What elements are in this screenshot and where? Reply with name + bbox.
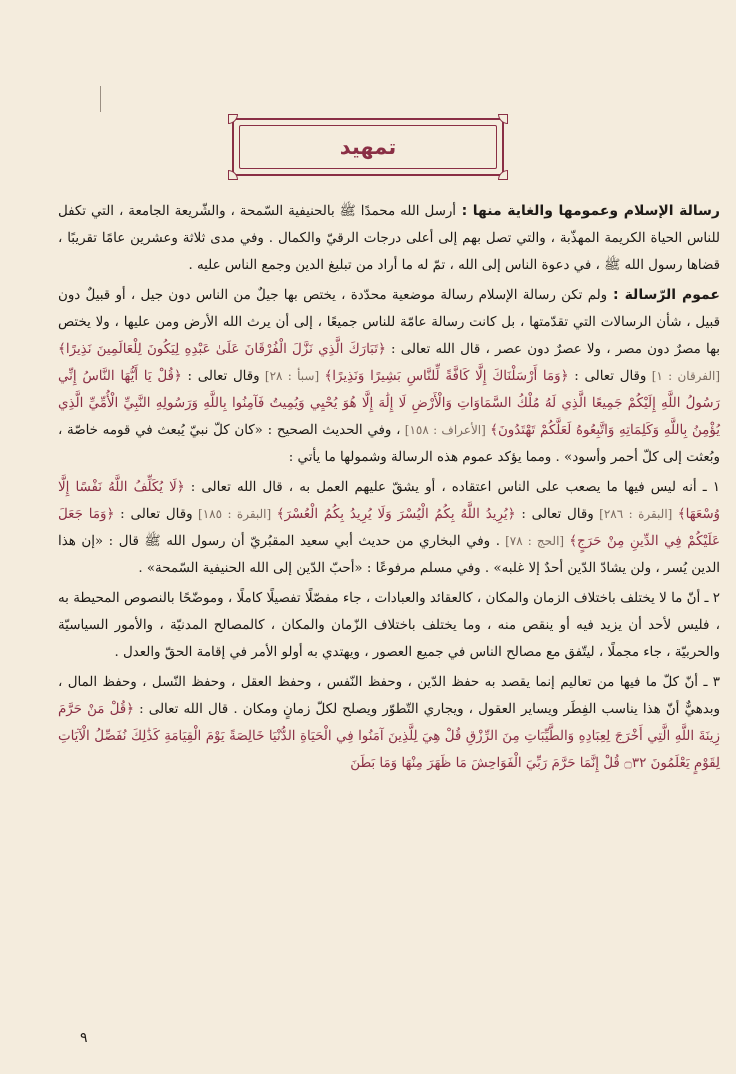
quran-verse: ﴿قُلْ يَا أَيُّهَا النَّاسُ إِنِّي رَسُولُ اللَّهِ إِلَيْكُمْ جَمِيعًا الَّذِي لَهُ مُلْكُ السَّمَاوَاتِ وَالْأَرْضِ لَا إِلَٰهَ إِلَّا هُوَ يُحْيِي وَيُمِيتُ فَآمِنُوا بِاللَّهِ وَرَسُولِهِ النَّبِيِّ الْأُمِّيِّ الَّذِي يُؤْمِنُ بِاللَّهِ وَكَلِمَاتِهِ وَاتَّبِعُوهُ لَعَلَّكُمْ تَهْتَدُونَ﴾: [58, 369, 721, 438]
paragraph: [58, 669, 720, 777]
paragraph: [58, 198, 720, 279]
page-title: تمهيد: [339, 135, 397, 159]
text-run: وقال تعالى :: [114, 507, 193, 522]
quran-verse: ﴿قُلْ مَنْ حَرَّمَ زِينَةَ اللَّهِ الَّتِي أَخْرَجَ لِعِبَادِهِ وَالطَّيِّبَاتِ مِنَ الرِّزْقِ قُلْ هِيَ لِلَّذِينَ آمَنُوا فِي الْحَيَاةِ الدُّنْيَا خَالِصَةً يَوْمَ الْقِيَامَةِ كَذَٰلِكَ نُفَصِّلُ الْآيَاتِ لِقَوْمٍ يَعْلَمُونَ ۝٣٢ قُلْ إِنَّمَا حَرَّمَ رَبِّيَ الْفَوَاحِشَ مَا ظَهَرَ مِنْهَا وَمَا بَطَنَ: [58, 702, 720, 771]
text-run: وقال تعالى :: [181, 369, 260, 384]
quran-verse: ﴿تَبَارَكَ الَّذِي نَزَّلَ الْفُرْقَانَ عَلَىٰ عَبْدِهِ لِيَكُونَ لِلْعَالَمِينَ نَذِيرًا﴾: [58, 342, 386, 357]
text-run: . وفي البخاري من حديث أبي سعيد المقبُريّ أن رسول الله ﷺ قال : «إن هذا الدين يُسر ، ولن يشادّ الدّين أحدٌ إلا غلبه» . وفي مسلم مرفوعًا : «أحبّ الدّين إلى الله الحنيفية السّمحة» .: [58, 534, 720, 576]
paragraph: [58, 585, 720, 666]
quran-verse: ﴿يُرِيدُ اللَّهُ بِكُمُ الْيُسْرَ وَلَا يُرِيدُ بِكُمُ الْعُسْرَ﴾: [276, 507, 516, 522]
text-run: وقال تعالى :: [568, 369, 647, 384]
section-heading: رسالة الإسلام وعمومها والغاية منها :: [456, 203, 720, 219]
text-run: ١ ـ أنه ليس فيها ما يصعب على الناس اعتقاده ، أو يشقّ عليهم العمل به ، قال الله تعالى :: [184, 480, 720, 495]
verse-reference: [البقرة : ١٨٥]: [192, 507, 277, 521]
quran-verse: ﴿وَمَا أَرْسَلْنَاكَ إِلَّا كَافَّةً لِّلنَّاسِ بَشِيرًا وَنَذِيرًا﴾: [324, 369, 569, 384]
body-text: [58, 198, 720, 780]
frame-corner: [498, 170, 508, 180]
text-run: وقال تعالى :: [515, 507, 594, 522]
title-frame: [232, 118, 504, 176]
verse-reference: [الحج : ٧٨]: [499, 534, 570, 548]
text-run: ٣ ـ أنّ كلّ ما فيها من تعاليم إنما يقصد به حفظ الدّين ، وحفظ النّفس ، وحفظ العقل ، وحفظ النّسل ، وحفظ المال ، وبدهيٌّ أنّ هذا يناسب الفِطَر ويساير العقول ، ويجاري التّطوّر ويصلح لكلّ زمانٍ ومكان . قال الله تعالى :: [58, 675, 720, 717]
verse-reference: [الفرقان : ١]: [646, 369, 721, 383]
verse-reference: [سبأ : ٢٨]: [259, 369, 325, 383]
frame-corner: [498, 114, 508, 124]
page-number: ٩: [80, 1030, 88, 1046]
verse-reference: [الأعراف : ١٥٨]: [400, 423, 491, 437]
frame-corner: [228, 170, 238, 180]
text-run: ٢ ـ أنّ ما لا يختلف باختلاف الزمان والمكان ، كالعقائد والعبادات ، جاء مفصّلًا تفصيلًا كاملًا ، وموضّحًا بالنصوص المحيطة به ، فليس لأحد أن يزيد فيه أو ينقص منه ، وما يختلف باختلاف الزّمان والمكان ، كالمصالح المدنيّة ، والأمور السياسيّة والحربيّة ، جاء مجملًا ، ليتّفق مع مصالح الناس في جميع العصور ، ويهتدي به أولو الأمر في إقامة الحقّ والعدل .: [58, 591, 720, 660]
frame-corner: [228, 114, 238, 124]
quran-verse: ﴿لَا يُكَلِّفُ اللَّهُ نَفْسًا إِلَّا وُسْعَهَا﴾: [58, 480, 721, 522]
paragraph: [58, 474, 720, 582]
text-run: أرسل الله محمدًا ﷺ بالحنيفية السّمحة ، والشّريعة الجامعة ، التي تكفل للناس الحياة الكريمة المهذّبة ، والتي تصل بهم إلى أعلى درجات الرقيّ والكمال . وفي مدى ثلاثة وعشرين عامًا تقريبًا ، قضاها رسول الله ﷺ ، في دعوة الناس إلى الله ، تمّ له ما أراد من تبليغ الدين وجمع الناس عليه .: [58, 204, 720, 273]
text-run: ولم تكن رسالة الإسلام رسالة موضعية محدّدة ، يختص بها جيلٌ من الناس دون جيل ، أو قبيلٌ دون قبيل ، شأن الرسالات التي تقدّمتها ، بل كانت رسالة عامّة للناس جميعًا ، إلى أن يرث الله الأرض ومن عليها ، ولا يختص بها مصرٌ دون مصر ، ولا عصرٌ دون عصر ، قال الله تعالى :: [58, 288, 720, 357]
margin-mark: [100, 86, 101, 112]
quran-verse: ﴿وَمَا جَعَلَ عَلَيْكُمْ فِي الدِّينِ مِنْ حَرَجٍ﴾: [58, 507, 721, 549]
text-run: ، وفي الحديث الصحيح : «كان كلّ نبيّ يُبعث في قومه خاصّة ، وبُعثت إلى كلّ أحمر وأسود» . ومما يؤكد عموم هذه الرسالة وشمولها ما يأتي :: [58, 423, 720, 465]
title-frame-inner: [239, 125, 497, 169]
verse-reference: [البقرة : ٢٨٦]: [593, 507, 678, 521]
paragraph: [58, 282, 720, 471]
section-heading: عموم الرّسالة :: [607, 287, 720, 303]
